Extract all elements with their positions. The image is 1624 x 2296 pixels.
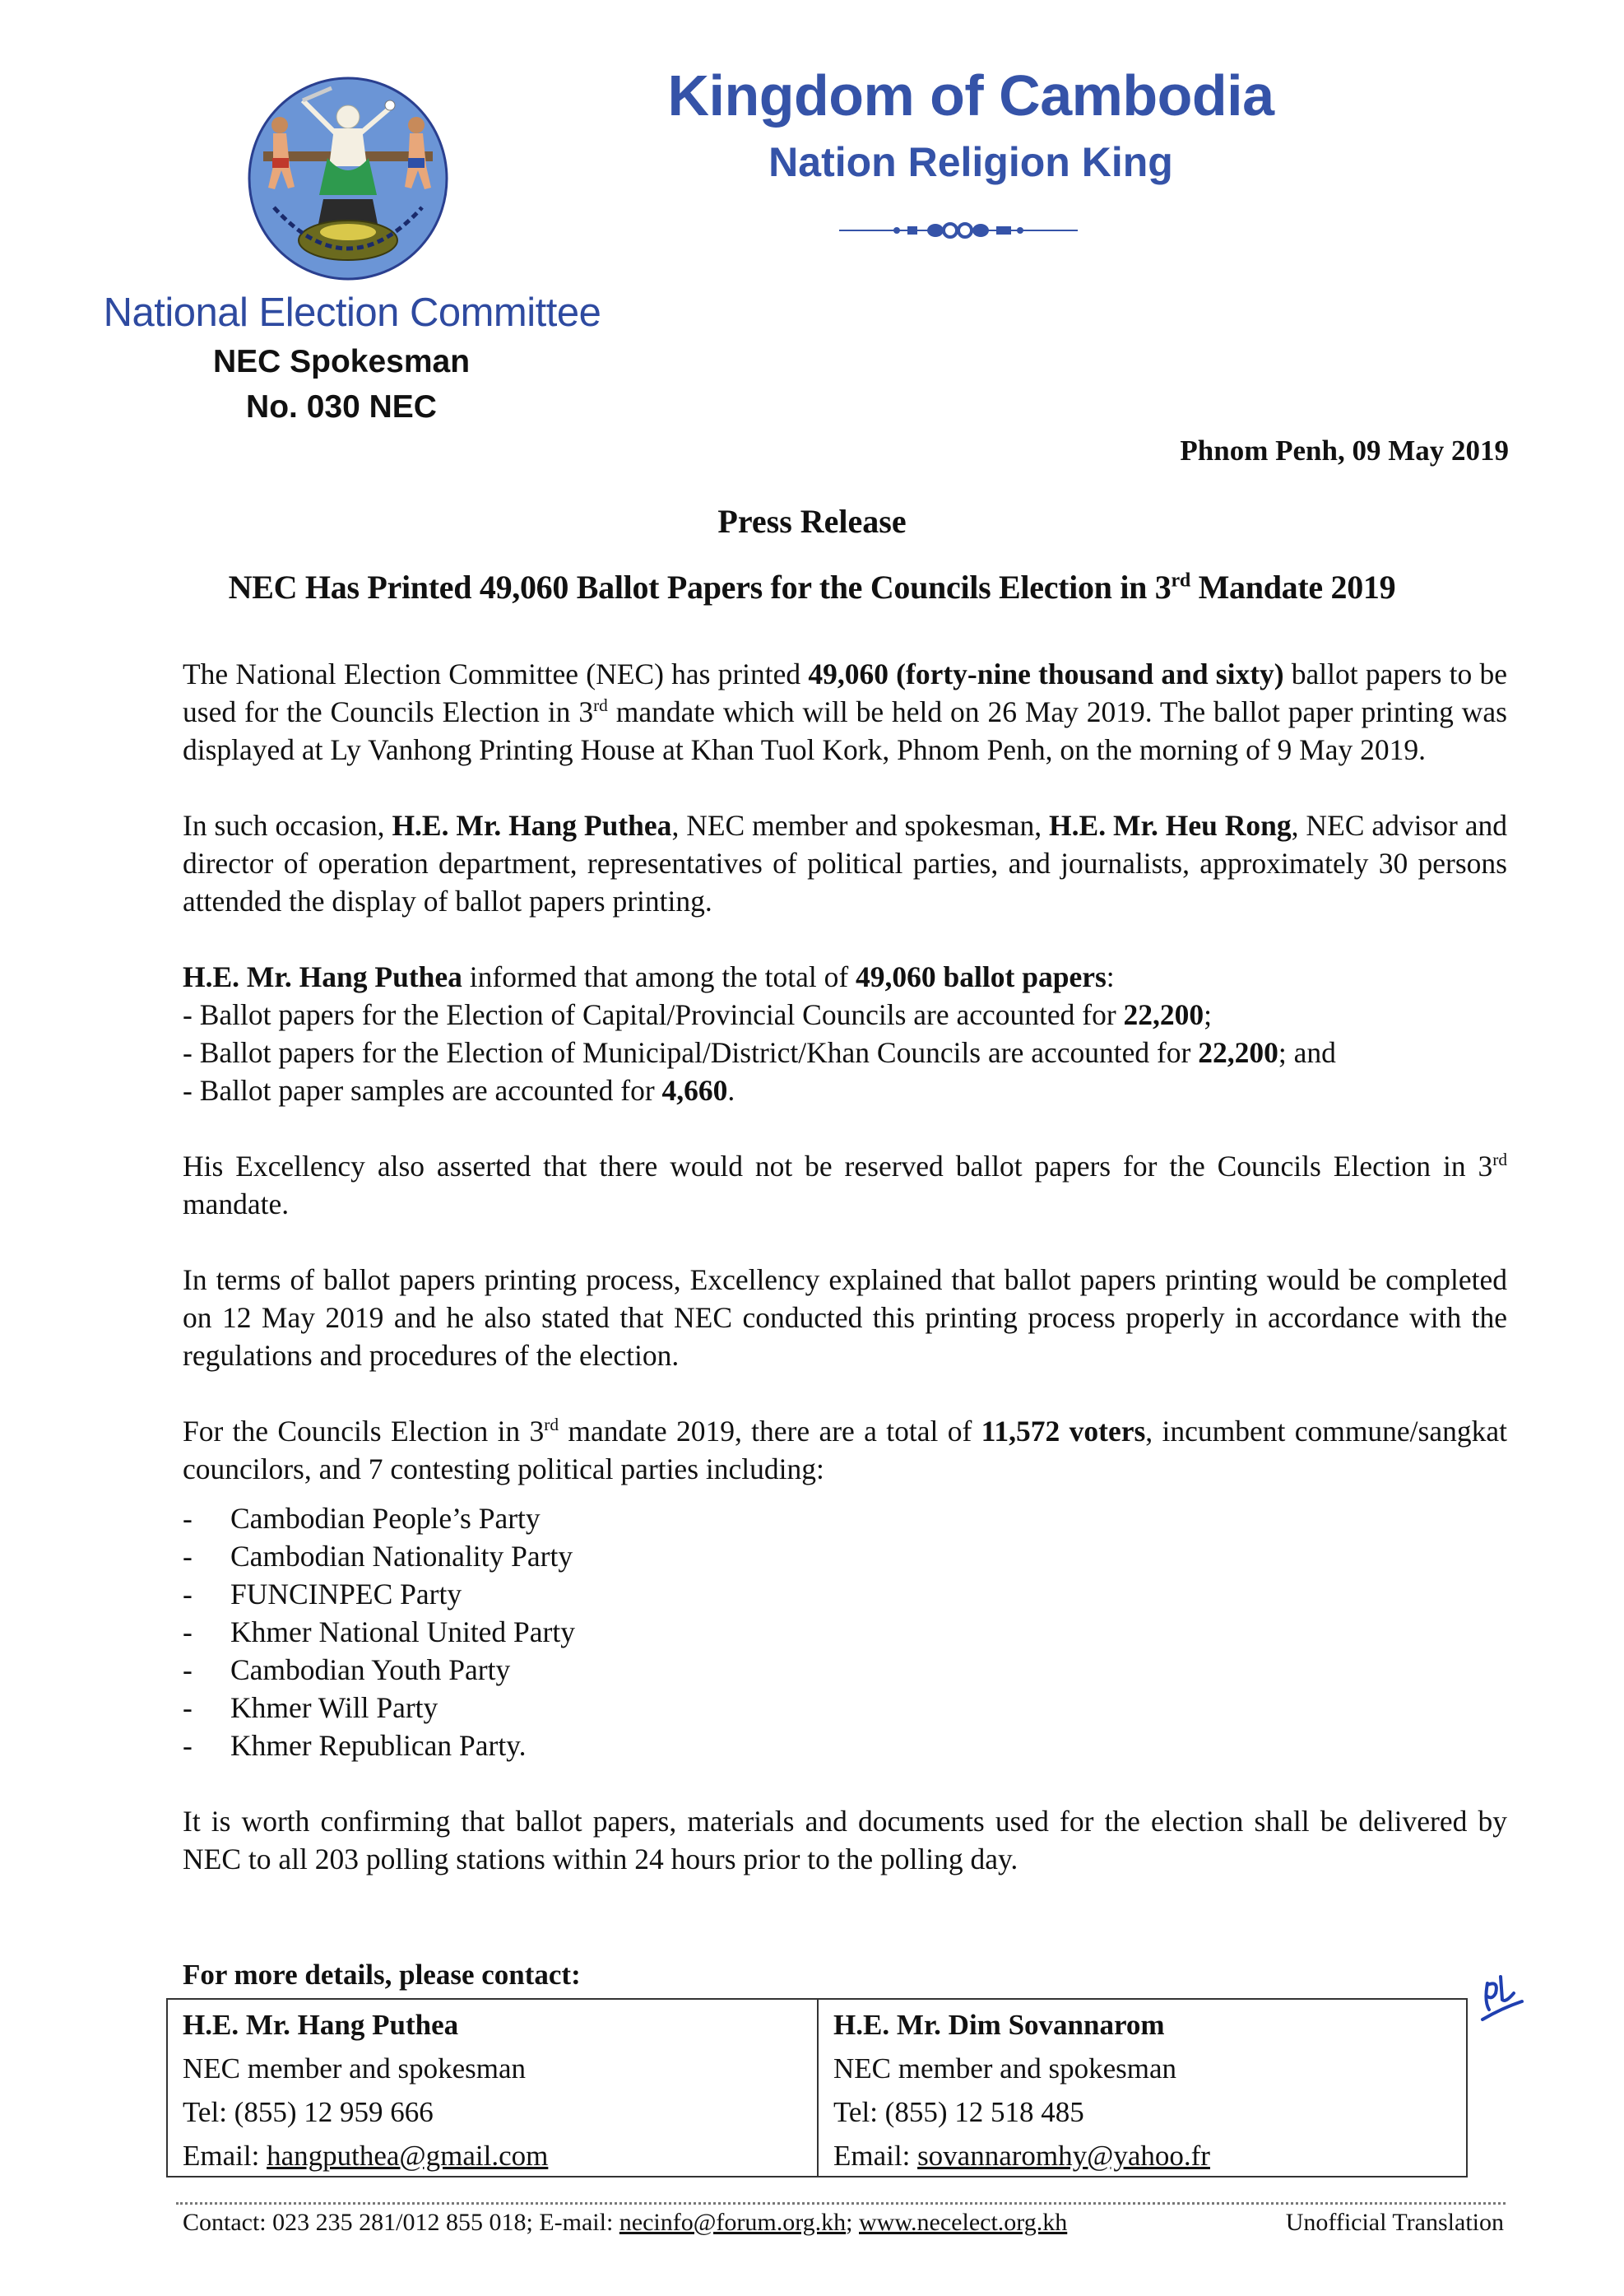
breakdown-item: - Ballot papers for the Election of Municipal/District/Khan Councils are accounted for 22,200; and xyxy=(183,1036,1336,1069)
contact-role: NEC member and spokesman xyxy=(833,2052,1176,2085)
office-name: NEC Spokesman xyxy=(212,344,471,379)
footer-divider xyxy=(176,2202,1506,2205)
contact-table xyxy=(166,1998,1468,2177)
list-bullet: - xyxy=(183,1502,193,1535)
contact-email-link[interactable]: hangputhea@gmail.com xyxy=(267,2140,549,2172)
paragraph-printing-announcement: The National Election Committee (NEC) has printed 49,060 (forty-nine thousand and sixty) ballot papers to be used for the Councils Election in 3rd mandate which will be held on 26 May 2019. The ballot paper printing was displayed at Ly Vanhong Printing House at Khan Tuol Kork, Phnom Penh, on the morning of 9 May 2019. xyxy=(183,658,1507,766)
party-list-item: - Khmer Republican Party. xyxy=(183,1727,1507,1764)
breakdown-item: - Ballot paper samples are accounted for 4,660. xyxy=(183,1074,735,1107)
national-motto: Nation Religion King xyxy=(768,139,1173,185)
paragraph-no-reserve: His Excellency also asserted that there would not be reserved ballot papers for the Councils Election in 3rd mandate. xyxy=(183,1150,1507,1220)
party-list xyxy=(183,1499,1507,1764)
contact-email-link[interactable]: sovannaromhy@yahoo.fr xyxy=(917,2140,1210,2172)
list-bullet: - xyxy=(183,1540,193,1573)
paragraph-printing-process: In terms of ballot papers printing process, Excellency explained that ballot papers printing would be completed on 12 May 2019 and he also stated that NEC conducted this printing process properly in accordance with the regulations and procedures of the election. xyxy=(183,1263,1507,1372)
party-list-item: - Cambodian Nationality Party xyxy=(183,1537,1507,1575)
list-bullet: - xyxy=(183,1653,193,1686)
contact-card xyxy=(817,2000,1466,2176)
contact-email-row: Email: sovannaromhy@yahoo.fr xyxy=(833,2140,1210,2172)
party-list-item: - Khmer Will Party xyxy=(183,1689,1507,1727)
contact-role: NEC member and spokesman xyxy=(183,2052,526,2085)
paragraph-voters: For the Councils Election in 3rd mandate 2019, there are a total of 11,572 voters, incumbent commune/sangkat councilors, and 7 contesting political parties including: xyxy=(183,1415,1507,1485)
country-title: Kingdom of Cambodia xyxy=(667,63,1274,128)
party-list-item: - Cambodian Youth Party xyxy=(183,1651,1507,1689)
list-bullet: - xyxy=(183,1615,193,1648)
list-bullet: - xyxy=(183,1729,193,1762)
ornamental-divider-icon xyxy=(835,219,1082,242)
party-list-item: - Cambodian People’s Party xyxy=(183,1499,1507,1537)
list-bullet: - xyxy=(183,1691,193,1724)
press-release-body xyxy=(183,655,1507,1916)
party-list-item: - FUNCINPEC Party xyxy=(183,1575,1507,1613)
headline: NEC Has Printed 49,060 Ballot Papers for the Councils Election in 3rd Mandate 2019 xyxy=(228,569,1396,606)
dateline: Phnom Penh, 09 May 2019 xyxy=(1180,435,1509,467)
organization-name: National Election Committee xyxy=(103,290,601,335)
paragraph-delivery: It is worth confirming that ballot papers, materials and documents used for the election shall be delivered by NEC to all 203 polling stations within 24 hours prior to the polling day. xyxy=(183,1805,1507,1875)
contact-email-row: Email: hangputhea@gmail.com xyxy=(183,2140,549,2172)
translation-note: Unofficial Translation xyxy=(1285,2209,1504,2236)
contact-phone: Tel: (855) 12 959 666 xyxy=(183,2096,434,2128)
breakdown-intro: H.E. Mr. Hang Puthea informed that among the total of 49,060 ballot papers: xyxy=(183,960,1115,993)
press-release-title: Press Release xyxy=(717,503,907,540)
contact-heading: For more details, please contact: xyxy=(183,1959,581,1991)
contact-name: H.E. Mr. Dim Sovannarom xyxy=(833,2009,1165,2041)
ballot-breakdown xyxy=(183,958,1507,1109)
footer xyxy=(183,2209,1504,2237)
footer-website-link[interactable]: www.necelect.org.kh xyxy=(859,2209,1068,2236)
paragraph-attendees: In such occasion, H.E. Mr. Hang Puthea, NEC member and spokesman, H.E. Mr. Heu Rong, NEC advisor and director of operation department, representatives of political parties, and journalists, approximately 30 persons attended the display of ballot papers printing. xyxy=(183,809,1508,918)
nec-emblem-icon xyxy=(245,76,451,281)
breakdown-item: - Ballot papers for the Election of Capital/Provincial Councils are accounted for 22,200; xyxy=(183,998,1213,1031)
contact-name: H.E. Mr. Hang Puthea xyxy=(183,2009,459,2041)
footer-contact: Contact: 023 235 281/012 855 018; E-mail: necinfo@forum.org.kh; www.necelect.org.kh xyxy=(183,2209,1068,2236)
contact-card xyxy=(168,2000,817,2176)
list-bullet: - xyxy=(183,1578,193,1610)
contact-phone: Tel: (855) 12 518 485 xyxy=(833,2096,1084,2128)
party-list-item: - Khmer National United Party xyxy=(183,1613,1507,1651)
footer-email-link[interactable]: necinfo@forum.org.kh xyxy=(619,2209,847,2236)
document-number: No. 030 NEC xyxy=(246,389,437,425)
handwritten-initials-icon xyxy=(1478,1968,1527,2026)
